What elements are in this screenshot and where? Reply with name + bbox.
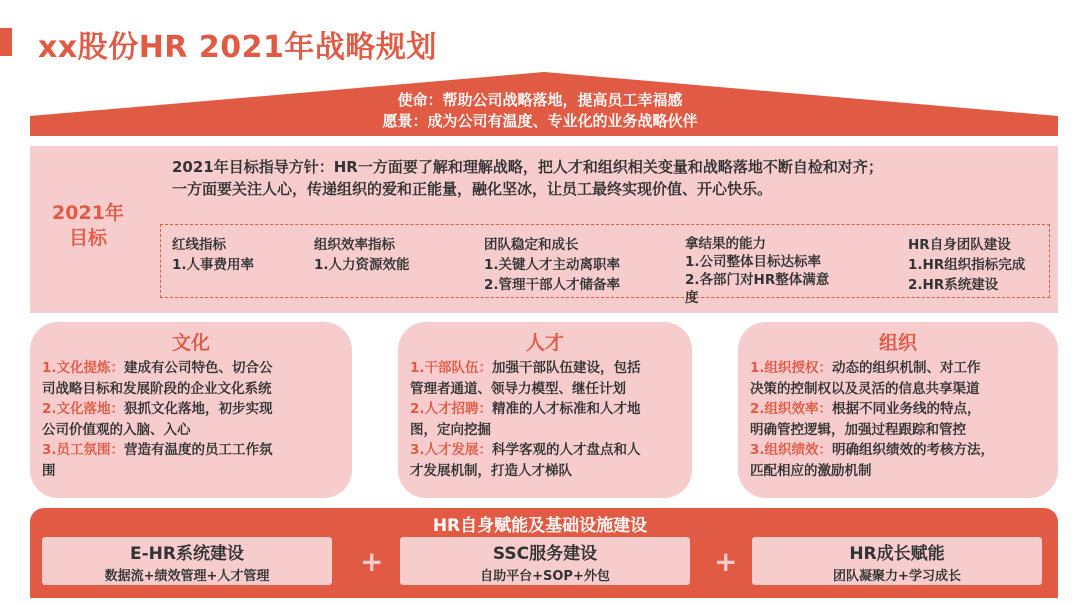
pillar-line: 匹配相应的激励机制 <box>750 462 872 479</box>
vision-text: 愿景：成为公司有温度、专业化的业务战略伙伴 <box>382 112 698 130</box>
pillar-organization <box>738 322 1058 498</box>
pillar-line: 1.文化提炼：建成有公司特色、切合公 <box>42 360 273 376</box>
pillar-culture <box>30 322 352 498</box>
pillar-line: 2.文化落地：狠抓文化落地，初步实现 <box>42 401 273 417</box>
pillar-line: 管理者通道、领导力模型、继任计划 <box>410 380 626 397</box>
title-accent-bar <box>0 28 12 56</box>
pillar-title: 组织 <box>878 332 917 354</box>
pillar-line: 决策的控制权以及灵活的信息共享渠道 <box>750 380 980 397</box>
pillar-line: 3.人才发展：科学客观的人才盘点和人 <box>410 442 641 458</box>
kpi-hr-team: HR自身团队建设 1.HR组织指标完成 2.HR系统建设 <box>908 237 1026 293</box>
pillar-line: 3.组织绩效：明确组织绩效的考核方法， <box>750 442 995 458</box>
guideline-text: 2021年目标指导方针：HR一方面要了解和理解战略，把人才和组织相关变量和战略落地不断自检和对齐； 一方面要关注人心，传递组织的爱和正能量，融化坚冰，让员工最终实现价值、开心快乐。 <box>172 158 883 198</box>
pillar-line: 1.组织授权：动态的组织机制、对工作 <box>750 360 981 376</box>
pillar-line: 围 <box>42 462 56 479</box>
pillar-line: 2.人才招聘：精准的人才标准和人才地 <box>410 401 641 417</box>
pillar-line: 3.员工氛围：营造有温度的员工工作氛 <box>42 442 273 458</box>
pillar-line: 图，定向挖掘 <box>410 421 491 438</box>
pillar-line: 2.组织效率：根据不同业务线的特点， <box>750 401 981 417</box>
kpi-org-efficiency: 组织效率指标 1.人力资源效能 <box>314 237 410 273</box>
pillar-line: 公司价值观的入脑、入心 <box>42 421 191 438</box>
pillar-line: 才发展机制，打造人才梯队 <box>410 462 572 479</box>
pillar-body <box>410 358 680 481</box>
kpi-results: 拿结果的能力 1.公司整体目标达标率 2.各部门对HR整体满意 度 <box>685 236 830 306</box>
foundation-ehr: E-HR系统建设 数据流+绩效管理+人才管理 <box>42 537 332 585</box>
foundation-growth: HR成长赋能 团队凝聚力+学习成长 <box>752 537 1042 585</box>
pillar-title: 人才 <box>525 332 564 354</box>
plus-sign: + <box>714 545 738 578</box>
pillar-title: 文化 <box>171 332 210 354</box>
pillar-body <box>42 358 340 481</box>
foundation-ssc: SSC服务建设 自助平台+SOP+外包 <box>400 537 690 585</box>
page-title: xx股份HR 2021年战略规划 <box>38 30 437 65</box>
pillar-line: 司战略目标和发展阶段的企业文化系统 <box>42 380 272 397</box>
kpi-team-stability: 团队稳定和成长 1.关键人才主动离职率 2.管理干部人才储备率 <box>484 237 621 293</box>
foundation-title: HR自身赋能及基础设施建设 <box>432 516 648 536</box>
pillar-line: 明确管控逻辑，加强过程跟踪和管控 <box>750 421 966 438</box>
pillar-talent <box>398 322 692 498</box>
plus-sign: + <box>360 545 384 578</box>
pillar-body <box>750 358 1046 481</box>
kpi-redline: 红线指标 1.人事费用率 <box>172 237 255 273</box>
pillar-line: 1.干部队伍：加强干部队伍建设，包括 <box>410 360 641 376</box>
goals-label: 2021年 目标 <box>52 202 124 249</box>
mission-text: 使命：帮助公司战略落地，提高员工幸福感 <box>397 91 683 109</box>
